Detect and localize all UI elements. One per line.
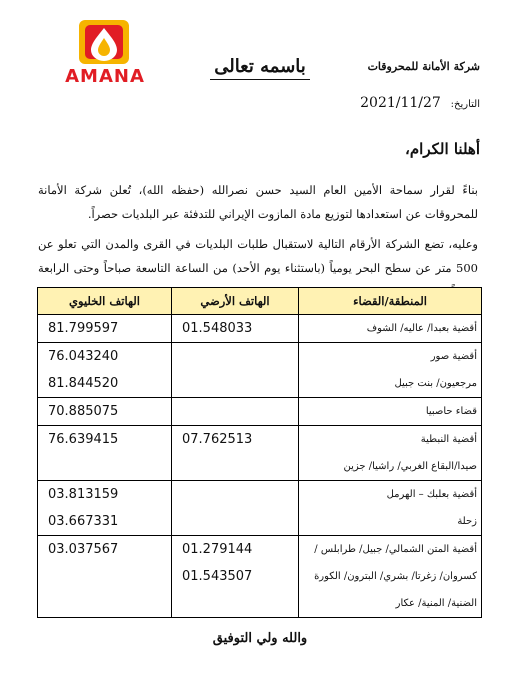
cell-mobile-line: 81.799597	[48, 321, 119, 336]
cell-mobile-line	[48, 590, 171, 617]
cell-region-line: أقضية النبطية	[420, 434, 477, 445]
table-row	[38, 343, 482, 398]
cell-mobile	[38, 481, 172, 536]
company-name: شركة الأمانة للمحروقات	[367, 60, 480, 73]
header-landline: الهاتف الأرضي	[172, 288, 299, 315]
closing-line: والله ولي التوفيق	[212, 631, 308, 646]
paragraph-announcement: بناءً لقرار سماحة الأمين العام السيد حسن نصرالله (حفظه الله)، تُعلن شركة الأمانة للمحروقات عن استعدادها لتوزيع مادة المازوت الإيراني للتدفئة عبر البلديات حصراً.	[38, 183, 478, 221]
page-heading: باسمه تعالى	[210, 56, 310, 80]
header-region: المنطقة/القضاء	[299, 288, 482, 315]
cell-landline-line	[182, 508, 298, 535]
cell-mobile-line	[48, 453, 171, 480]
date-label: التاريخ:	[450, 99, 480, 110]
table-row	[38, 315, 482, 343]
cell-landline-line	[182, 370, 298, 397]
cell-mobile-line: 03.667331	[48, 514, 119, 529]
cell-landline-line: 01.543507	[182, 569, 253, 584]
cell-region	[299, 398, 482, 426]
cell-mobile	[38, 536, 172, 618]
cell-mobile-line: 76.639415	[48, 432, 119, 447]
cell-landline-line	[182, 453, 298, 480]
table-row	[38, 426, 482, 481]
cell-landline	[172, 315, 299, 343]
greeting: أهلنا الكرام،	[405, 140, 480, 158]
cell-mobile	[38, 315, 172, 343]
cell-mobile	[38, 343, 172, 398]
cell-landline-line: 07.762513	[182, 432, 253, 447]
flame-drop-icon	[79, 20, 129, 64]
cell-region-line: أقضية بعلبك – الهرمل	[386, 489, 477, 500]
logo-wordmark: AMANA	[65, 66, 145, 87]
cell-landline	[172, 343, 299, 398]
cell-region	[299, 315, 482, 343]
amana-logo-mark	[79, 20, 129, 64]
cell-region	[299, 343, 482, 398]
cell-landline-line	[182, 343, 298, 370]
cell-mobile	[38, 398, 172, 426]
cell-landline-line	[182, 481, 298, 508]
cell-region-line: زحلة	[457, 516, 477, 527]
cell-mobile	[38, 426, 172, 481]
cell-landline-line: 01.279144	[182, 542, 253, 557]
table-row	[38, 398, 482, 426]
header-mobile: الهاتف الخليوي	[38, 288, 172, 315]
cell-mobile-line: 03.813159	[48, 487, 119, 502]
cell-region-line: قضاء حاصبيا	[425, 406, 477, 417]
cell-landline	[172, 536, 299, 618]
date-row	[300, 95, 480, 111]
cell-region-line: أقضية صور	[430, 351, 477, 362]
cell-region	[299, 426, 482, 481]
cell-landline-line: 01.548033	[182, 321, 253, 336]
cell-mobile-line: 76.043240	[48, 349, 119, 364]
cell-region	[299, 481, 482, 536]
contacts-table	[37, 287, 481, 618]
table-header-row	[38, 288, 482, 315]
amana-logo	[60, 20, 150, 88]
cell-landline	[172, 426, 299, 481]
cell-mobile-line: 81.844520	[48, 376, 119, 391]
cell-region-line: صيدا/البقاع الغربي/ راشيا/ جزين	[343, 461, 477, 472]
cell-mobile-line: 03.037567	[48, 542, 119, 557]
cell-landline-line	[182, 590, 298, 617]
cell-region-line: مرجعيون/ بنت جبيل	[394, 378, 477, 389]
cell-landline-line	[182, 398, 298, 425]
cell-region-line: أقضية بعبدا/ عاليه/ الشوف	[366, 323, 477, 334]
table-row	[38, 536, 482, 618]
cell-mobile-line: 70.885075	[48, 404, 119, 419]
table-row	[38, 481, 482, 536]
cell-landline	[172, 481, 299, 536]
cell-mobile-line	[48, 563, 171, 590]
cell-landline	[172, 398, 299, 426]
cell-region	[299, 536, 482, 618]
cell-region-line: أقضية المتن الشمالي/ جبيل/ طرابلس /	[314, 544, 477, 555]
cell-region-line: الضنية/ المنية/ عكار	[395, 598, 477, 609]
date-value: 2021/11/27	[360, 95, 441, 111]
cell-region-line: كسروان/ زغرتا/ بشري/ البترون/ الكورة	[314, 571, 477, 582]
paragraph-instructions: وعليه، تضع الشركة الأرقام التالية لاستقبال طلبات البلديات في القرى والمدن التي تعلو عن 500 متر عن سطح البحر يومياً (باستثناء يوم الأحد) من الساعة التاسعة صباحاً وحتى الرابعة	[38, 237, 478, 275]
